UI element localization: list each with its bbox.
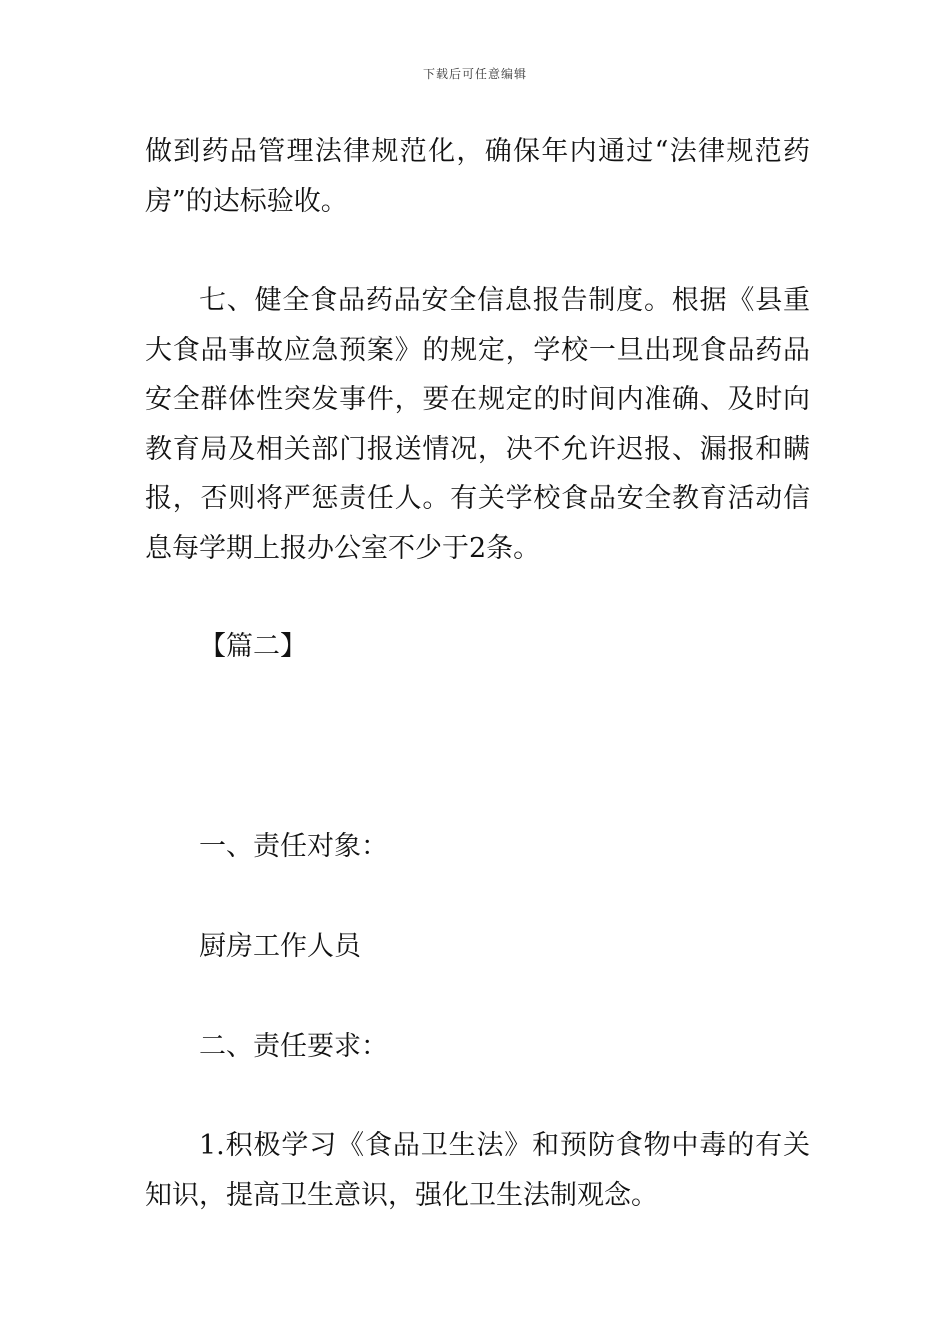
requirement-item-1: 1.积极学习《食品卫生法》和预防食物中毒的有关知识，提高卫生意识，强化卫生法制观念。: [145, 1130, 810, 1211]
section-title-part-two: 【篇二】: [199, 631, 307, 662]
target-kitchen-staff: 厨房工作人员: [199, 931, 361, 962]
heading-responsibility-target: 一、责任对象：: [199, 831, 388, 862]
paragraph-continuation: 做到药品管理法律规范化，确保年内通过“法律规范药房”的达标验收。: [145, 136, 810, 217]
paragraph-section-seven: 七、健全食品药品安全信息报告制度。根据《县重大食品事故应急预案》的规定，学校一旦出现食品药品安全群体性突发事件，要在规定的时间内准确、及时向教育局及相关部门报送情况，决不允许迟报、漏报和瞒报，否则将严惩责任人。有关学校食品安全教育活动信息每学期上报办公室不少于2条。: [145, 285, 810, 564]
page-header: 下载后可任意编辑: [422, 67, 527, 81]
heading-responsibility-requirements: 二、责任要求：: [199, 1031, 388, 1062]
